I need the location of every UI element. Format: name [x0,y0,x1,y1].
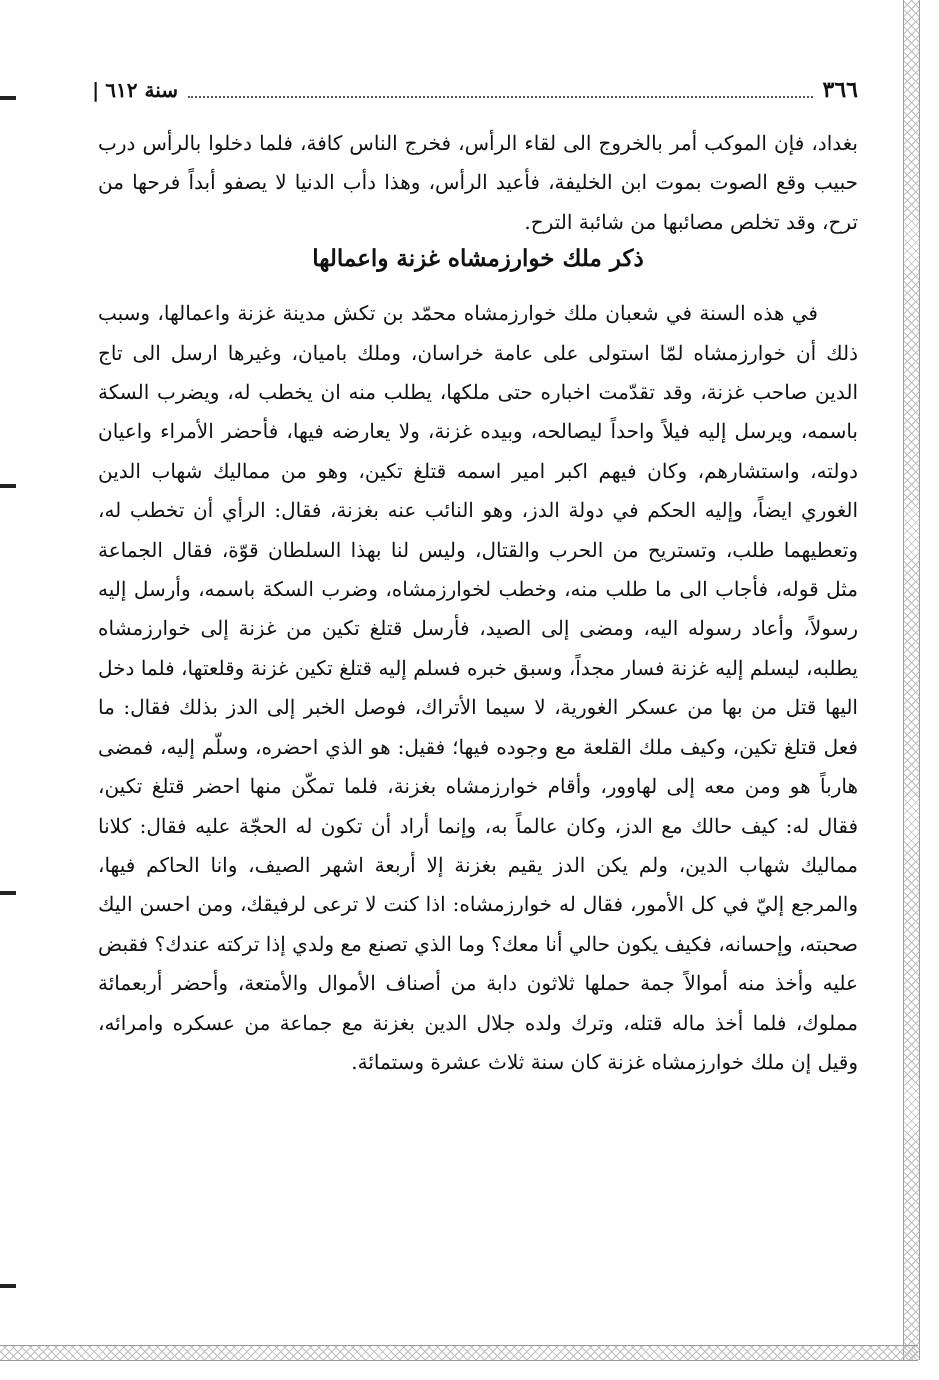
margin-mark [0,96,16,100]
margin-mark [0,1284,16,1288]
year-label: سنة ٦١٢ [105,78,178,102]
header-dotted-leader [188,82,813,98]
page-border-right [903,0,920,1360]
page-number: ٣٦٦ [822,77,858,103]
header-separator: | [92,78,100,102]
intro-paragraph: بغداد، فإن الموكب أمر بالخروج الى لقاء الرأس، فخرج الناس كافة، فلما دخلوا بالرأس درب حبيب وقع الصوت بموت ابن الخليفة، فأعيد الرأس، وهذا دأب الدنيا لا يصفو أبداً فرحها من ترح، وقد تخلص مصائبها من شائبة الترح. [98,131,858,234]
margin-mark [0,484,16,488]
page-header [92,74,858,106]
margin-mark [0,891,16,895]
page-border-bottom [0,1345,918,1361]
section-heading: ذكر ملك خوارزمشاه غزنة واعمالها [312,245,644,273]
page-content [98,124,858,1082]
section-paragraph: في هذه السنة في شعبان ملك خوارزمشاه محمّد بن تكش مدينة غزنة واعمالها، وسبب ذلك أن خوارزمشاه لمّا استولى على عامة خراسان، وملك باميان، وغيرها ارسل الى تاج الدين صاحب غزنة، وقد تقدّمت اخباره حتى ملكها، يطلب منه ان يخطب له، ويضرب السكة باسمه، ويرسل إليه فيلاً واحداً ليصالحه، وبيده غزنة، ولا يعارضه فيها، فأحضر الأمراء واعيان دولته، واستشارهم، وكان فيهم اكبر امير اسمه قتلغ تكين، وهو من مماليك شهاب الدين الغوري ايضاً، وإليه الحكم في دولة الدز، وهو النائب عنه بغزنة، فقال: الرأي أن تخطب له، وتعطيهما طلب، وتستريح من الحرب والقتال، وليس لنا بهذا السلطان قوّة، فقال الجماعة مثل قوله، فأجاب الى ما طلب منه، وخطب لخوارزمشاه، وضرب السكة باسمه، وأرسل إليه رسولاً، وأعاد رسوله اليه، ومضى إلى الصيد، فأرسل قتلغ تكين من غزنة إلى خوارزمشاه يطلبه، ليسلم إليه غزنة فسار مجداً، وسبق خبره فسلم إليه قتلغ تكين غزنة وقلعتها، فلما دخل اليها قتل من بها من عسكر الغورية، لا سيما الأتراك، فوصل الخبر إلى الدز بذلك فقال: ما فعل قتلغ تكين، وكيف ملك القلعة مع وجوده فيها؛ فقيل: هو الذي احضره، وسلّم إليه، فمضى هارباً هو ومن معه إلى لهاوور، وأقام خوارزمشاه بغزنة، فلما تمكّن منها احضر قتلغ تكين، فقال له: كيف حالك مع الدز، وكان عالماً به، وإنما أراد أن تكون له الحجّة عليه فقال: كلانا مماليك شهاب الدين، ولم يكن الدز يقيم بغزنة إلا أربعة اشهر الصيف، وانا الحاكم فيها، والمرجع إليّ في كل الأمور، فقال له خوارزمشاه: اذا كنت لا ترعى لرفيقك، ومن احسن اليك صحبته، وإحسانه، فكيف يكون حالي أنا معك؟ وما الذي تصنع مع ولدي إذا تركته عندك؟ فقبض عليه وأخذ منه أموالاً جمة حملها ثلاثون دابة من أصناف الأموال والأمتعة، وأحضر أربعمائة مملوك، فلما أخذ ماله قتله، وترك ولده جلال الدين بغزنة مع جماعة من عسكره وامرائه، وقيل إن ملك خوارزمشاه غزنة كان سنة ثلاث عشرة وستمائة. [98,301,858,1074]
